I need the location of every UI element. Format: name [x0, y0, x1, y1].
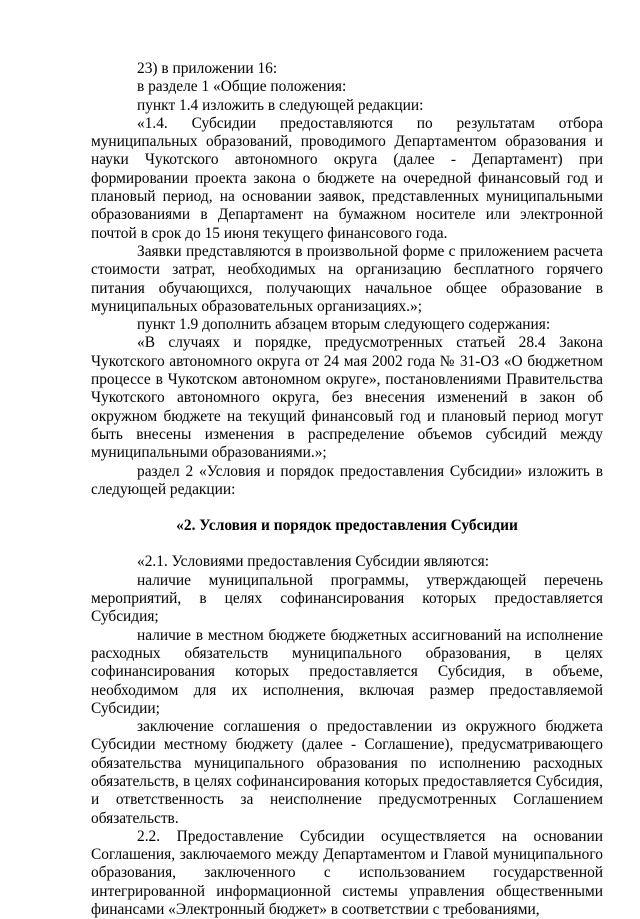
- paragraph-point-1-9-intro: пункт 1.9 дополнить абзацем вторым следующего содержания:: [137, 316, 551, 334]
- paragraph-point-2-2: 2.2. Предоставление Субсидии осуществляется на основании Соглашения, заключаемого между Департаментом и Главой муниципального образования, заключенного с использованием государственной интегрированной информационной системы управления общественными финансами «Электронный бюджет» в соответствии с требованиями,: [91, 827, 603, 919]
- paragraph-section-1: в разделе 1 «Общие положения:: [137, 78, 347, 96]
- section-heading: «2. Условия и порядок предоставления Субсидии: [176, 517, 518, 535]
- paragraph-point-1-9: «В случаях и порядке, предусмотренных статьей 28.4 Закона Чукотского автономного округа от 24 мая 2002 года № 31-ОЗ «О бюджетном процессе в Чукотском автономном округе», постановлениями Правительства Чукотского автономного округа, без внесения изменений в закон об окружном бюджете на текущий финансовый год и плановый период могут быть внесены изменения в распределение объемов субсидий между муниципальными образованиями.»;: [91, 334, 603, 462]
- paragraph-section-2-intro: раздел 2 «Условия и порядок предоставления Субсидии» изложить в следующей редакции:: [91, 462, 603, 498]
- paragraph-point-1-4: «1.4. Субсидии предоставляются по результатам отбора муниципальных образований, проводимого Департаментом образования и науки Чукотского автономного округа (далее - Департамент) при формировании проекта закона о бюджете на очередной финансовый год и плановый период, на основании заявок, представленных муниципальными образованиями в Департамент на бумажном носителе или электронной почтой в срок до 15 июня текущего финансового года.: [91, 114, 603, 242]
- paragraph-applications: Заявки представляются в произвольной форме с приложением расчета стоимости затрат, необходимых на организацию бесплатного горячего питания обучающихся, получающих начальное общее образование в муниципальных образовательных организациях.»;: [91, 242, 603, 315]
- document-body: [91, 60, 603, 919]
- paragraph-item-23: 23) в приложении 16:: [137, 60, 278, 77]
- paragraph-point-2-1: «2.1. Условиями предоставления Субсидии являются:: [137, 553, 490, 571]
- paragraph-point-1-4-intro: пункт 1.4 изложить в следующей редакции:: [137, 96, 424, 114]
- paragraph-condition-program: наличие муниципальной программы, утверждающей перечень мероприятий, в целях софинансирования которых предоставляется Субсидия;: [91, 571, 603, 626]
- paragraph-condition-agreement: заключение соглашения о предоставлении из окружного бюджета Субсидии местному бюджету (далее - Соглашение), предусматривающего обязательства муниципального образования по исполнению расходных обязательств, в целях софинансирования которых предоставляется Субсидия, и ответственность за неисполнение предусмотренных Соглашением обязательств.: [91, 718, 603, 827]
- paragraph-condition-budget: наличие в местном бюджете бюджетных ассигнований на исполнение расходных обязательств муниципального образования, в целях софинансирования которых предоставляется Субсидия, в объеме, необходимом для их исполнения, включая размер предоставляемой Субсидии;: [91, 626, 603, 717]
